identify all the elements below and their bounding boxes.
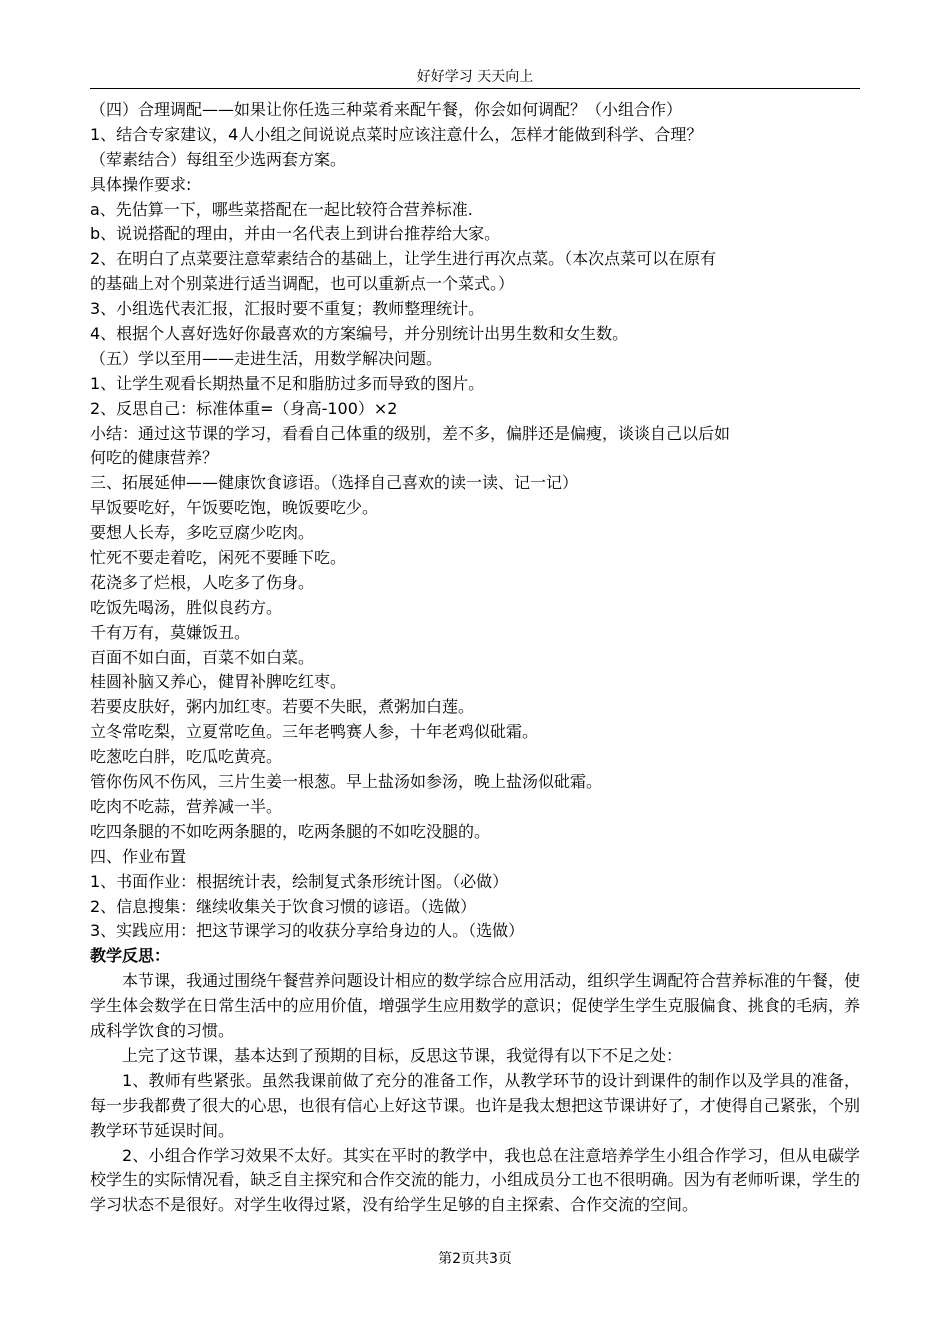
text-line: 2、信息搜集：继续收集关于饮食习惯的谚语。（选做） — [90, 896, 477, 916]
text-line: 的基础上对个别菜进行适当调配，也可以重新点一个菜式。） — [90, 274, 515, 294]
proverb-line: 忙死不要走着吃，闲死不要睡下吃。 — [90, 548, 347, 568]
proverb-line: 立冬常吃梨，立夏常吃鱼。三年老鸭赛人参，十年老鸡似砒霜。 — [90, 722, 539, 742]
page-number: 第2页共3页 — [438, 1251, 512, 1267]
proverb-line: 若要皮肤好，粥内加红枣。若要不失眠，煮粥加白莲。 — [90, 697, 475, 717]
reflection-heading: 教学反思： — [90, 946, 171, 966]
document-body — [90, 98, 860, 1218]
proverb-line: 早饭要吃好，午饭要吃饱，晚饭要吃少。 — [90, 498, 379, 518]
proverb-line: 吃肉不吃蒜，营养减一半。 — [90, 796, 283, 816]
text-line: 1、结合专家建议，4人小组之间说说点菜时应该注意什么，怎样才能做到科学、合理？ — [90, 124, 703, 144]
text-line: （四）合理调配——如果让你任选三种菜肴来配午餐，你会如何调配？（小组合作） — [90, 100, 683, 119]
text-line: 1、书面作业：根据统计表，绘制复式条形统计图。（必做） — [90, 871, 509, 891]
text-line: 2、在明白了点菜要注意荤素结合的基础上，让学生进行再次点菜。（本次点菜可以在原有 — [90, 249, 717, 269]
text-line: 四、作业布置 — [90, 846, 187, 866]
reflection-paragraph: 1、教师有些紧张。虽然我课前做了充分的准备工作，从教学环节的设计到课件的制作以及学具的准备，每一步我都费了很大的心思，也很有信心上好这节课。也许是我太想把这节课讲好了，才使得自己紧张，个别教学环节延误时间。 — [90, 1070, 860, 1140]
reflection-paragraph: 上完了这节课，基本达到了预期的目标，反思这节课，我觉得有以下不足之处： — [122, 1045, 683, 1065]
proverb-line: 管你伤风不伤风，三片生姜一根葱。早上盐汤如参汤，晚上盐汤似砒霜。 — [90, 772, 603, 792]
text-line: 1、让学生观看长期热量不足和脂肪过多而导致的图片。 — [90, 373, 485, 393]
proverb-line: 桂圆补脑又养心，健胃补脾吃红枣。 — [90, 672, 347, 692]
proverb-line: 要想人长寿，多吃豆腐少吃肉。 — [90, 523, 315, 543]
text-line: 具体操作要求: — [90, 174, 192, 194]
proverb-line: 吃四条腿的不如吃两条腿的，吃两条腿的不如吃没腿的。 — [90, 821, 491, 841]
text-line: 2、反思自己：标准体重=（身高-100）×2 — [90, 398, 398, 418]
text-line: 4、根据个人喜好选好你最喜欢的方案编号，并分别统计出男生数和女生数。 — [90, 324, 629, 344]
proverb-line: 千有万有，莫嫌饭丑。 — [90, 622, 251, 642]
page-header: 好好学习 天天向上 — [416, 69, 534, 85]
text-line: （五）学以至用——走进生活，用数学解决问题。 — [90, 348, 443, 368]
proverb-line: 吃葱吃白胖，吃瓜吃黄亮。 — [90, 747, 283, 767]
header-divider — [90, 88, 860, 89]
proverb-line: 花浇多了烂根，人吃多了伤身。 — [90, 572, 315, 592]
text-line: 小结：通过这节课的学习，看看自己体重的级别，差不多，偏胖还是偏瘦，谈谈自己以后如 — [90, 423, 731, 443]
reflection-paragraph: 本节课，我通过围绕午餐营养问题设计相应的数学综合应用活动，组织学生调配符合营养标准的午餐，使学生体会数学在日常生活中的应用价值，增强学生应用数学的意识；促使学生学生克服偏食、挑食的毛病，养成科学饮食的习惯。 — [90, 971, 860, 1040]
text-line: 3、实践应用：把这节课学习的收获分享给身边的人。（选做） — [90, 921, 525, 941]
proverb-line: 百面不如白面，百菜不如白菜。 — [90, 647, 315, 667]
proverb-line: 吃饭先喝汤，胜似良药方。 — [90, 597, 283, 617]
text-line: （荤素结合）每组至少选两套方案。 — [90, 149, 347, 169]
text-line: 何吃的健康营养？ — [90, 448, 219, 468]
text-line: b、说说搭配的理由，并由一名代表上到讲台推荐给大家。 — [90, 224, 501, 244]
text-line: a、先估算一下，哪些菜搭配在一起比较符合营养标准. — [90, 199, 473, 219]
text-line: 三、拓展延伸——健康饮食谚语。（选择自己喜欢的读一读、记一记） — [90, 473, 579, 493]
text-line: 3、小组选代表汇报，汇报时要不重复；教师整理统计。 — [90, 299, 485, 319]
reflection-paragraph: 2、小组合作学习效果不太好。其实在平时的教学中，我也总在注意培养学生小组合作学习，但从电碳学校学生的实际情况看，缺乏自主探究和合作交流的能力，小组成员分工也不很明确。因为有老师听课，学生的学习状态不是很好。对学生收得过紧，没有给学生足够的自主探索、合作交流的空间。 — [90, 1145, 860, 1215]
